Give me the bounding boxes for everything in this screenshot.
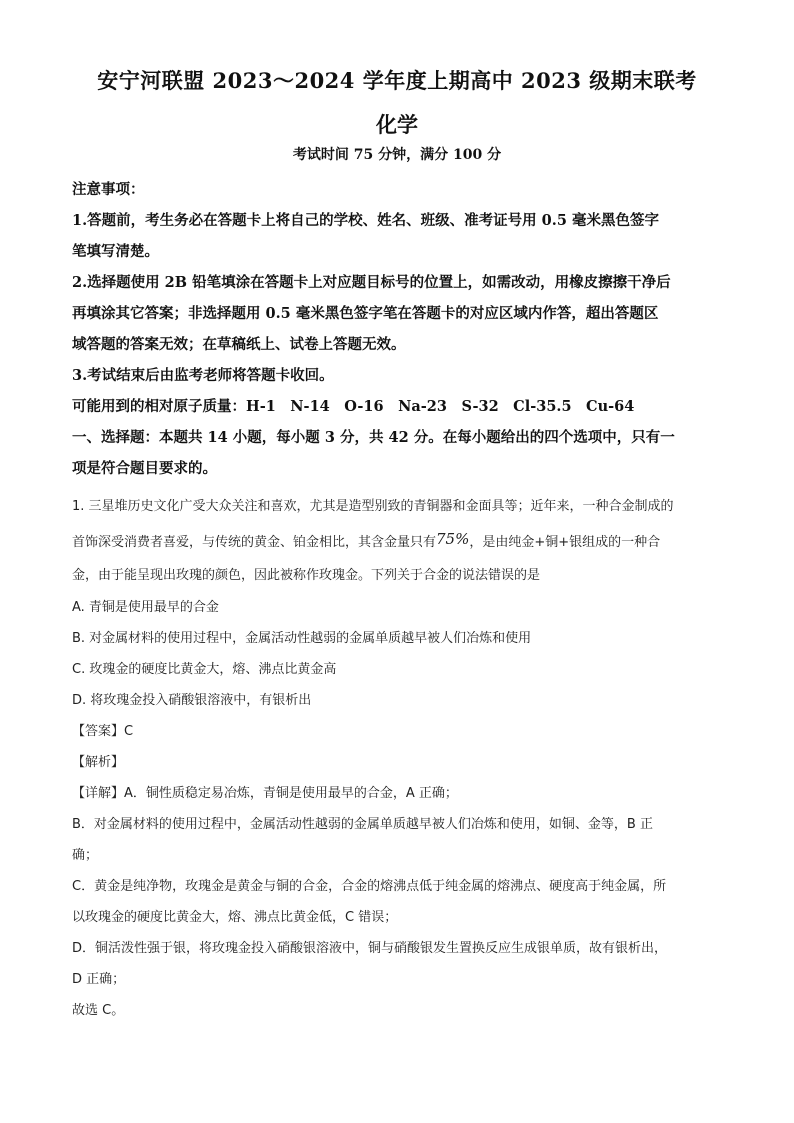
section-heading — [72, 422, 722, 484]
section-line-1: 一、选择题：本题共 14 小题，每小题 3 分，共 42 分。在每小题给出的四个选项中，只有一 — [72, 429, 675, 446]
detail-b-line-2: 确； — [72, 848, 99, 863]
notice-line-3: 3.考试结束后由监考老师将答题卡收回。 — [72, 367, 334, 384]
percentage-math: 75% — [436, 530, 470, 548]
notice-line-2b: 再填涂其它答案；非选择题用 0.5 毫米黑色签字笔在答题卡的对应区域内作答，超出答题区 — [72, 305, 659, 322]
stem-text-after: ，是由纯金+铜+银组成的一种合 — [469, 535, 661, 550]
question-stem-line-1: 1. 三星堆历史文化广受大众关注和喜欢，尤其是造型别致的青铜器和金面具等；近年来，一种合金制成的 — [72, 499, 674, 514]
answer-label: 【答案】C — [72, 724, 134, 739]
detail-d-line-2: D 正确； — [72, 972, 126, 987]
option-c: C. 玫瑰金的硬度比黄金大，熔、沸点比黄金高 — [72, 662, 337, 677]
question-stem-line-2 — [72, 523, 722, 559]
option-d: D. 将玫瑰金投入硝酸银溶液中，有银析出 — [72, 693, 312, 708]
notice-line-2c: 域答题的答案无效；在草稿纸上、试卷上答题无效。 — [72, 336, 406, 353]
stem-text-before: 首饰深受消费者喜爱，与传统的黄金、铂金相比，其含金量只有 — [72, 535, 437, 550]
detail-c-line-1: C．黄金是纯净物，玫瑰金是黄金与铜的合金，合金的熔沸点低于纯金属的熔沸点、硬度高于纯金属，所 — [72, 879, 667, 894]
option-b: B. 对金属材料的使用过程中，金属活动性越弱的金属单质越早被人们冶炼和使用 — [72, 631, 532, 646]
notice-line-1a: 1.答题前，考生务必在答题卡上将自己的学校、姓名、班级、准考证号用 0.5 毫米黑色签字 — [72, 212, 659, 229]
option-a: A. 青铜是使用最早的合金 — [72, 600, 219, 615]
question-1 — [72, 490, 722, 1026]
notice-line-2a: 2.选择题使用 2B 铅笔填涂在答题卡上对应题目标号的位置上，如需改动，用橡皮擦擦干净后 — [72, 274, 671, 291]
conclusion: 故选 C。 — [72, 1003, 125, 1018]
exam-title: 安宁河联盟 2023～2024 学年度上期高中 2023 级期末联考 — [97, 68, 697, 93]
detail-a: 【详解】A．铜性质稳定易冶炼，青铜是使用最早的合金，A 正确； — [72, 786, 458, 801]
analysis-label: 【解析】 — [72, 755, 125, 770]
atomic-masses: 可能用到的相对原子质量：H-1 N-14 O-16 Na-23 S-32 Cl-35.5 Cu-64 — [72, 398, 635, 415]
section-line-2: 项是符合题目要求的。 — [72, 460, 217, 477]
notice-line-1b: 笔填写清楚。 — [72, 243, 159, 260]
detail-c-line-2: 以玫瑰金的硬度比黄金大，熔、沸点比黄金低，C 错误； — [72, 910, 398, 925]
question-stem-line-3: 金，由于能呈现出玫瑰的颜色，因此被称作玫瑰金。下列关于合金的说法错误的是 — [72, 568, 541, 583]
exam-page — [72, 66, 722, 1026]
subject-title: 化学 — [376, 112, 418, 137]
notice-block — [72, 174, 722, 422]
exam-time-info: 考试时间 75 分钟，满分 100 分 — [292, 147, 502, 163]
notice-heading: 注意事项： — [72, 181, 145, 198]
detail-d-line-1: D．铜活泼性强于银，将玫瑰金投入硝酸银溶液中，铜与硝酸银发生置换反应生成银单质，故有银析出， — [72, 941, 668, 956]
detail-b-line-1: B．对金属材料的使用过程中，金属活动性越弱的金属单质越早被人们冶炼和使用，如铜、金等，B 正 — [72, 817, 653, 832]
